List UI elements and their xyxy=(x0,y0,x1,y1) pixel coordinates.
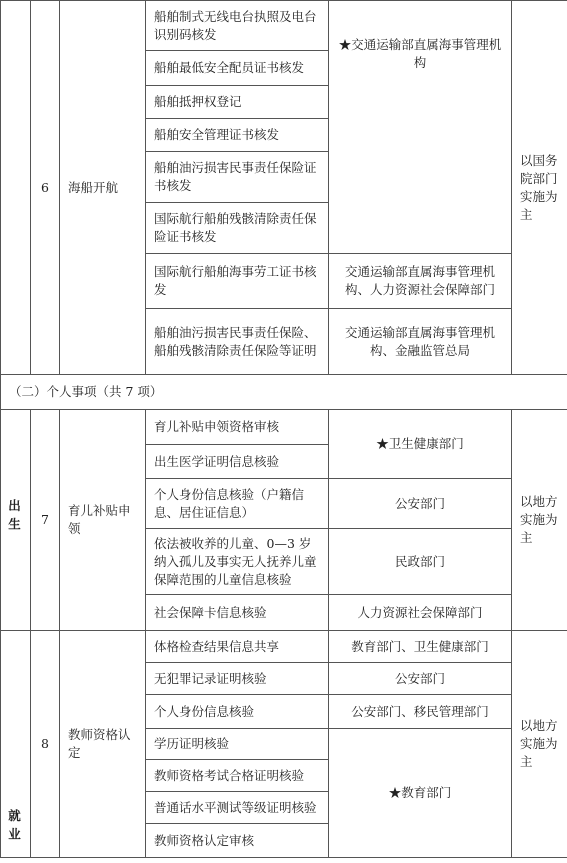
item-name: 教师资格认定 xyxy=(60,631,146,858)
item-number: 6 xyxy=(31,1,60,375)
sub-item: 船舶制式无线电台执照及电台识别码核发 xyxy=(146,1,329,51)
department: 公安部门 xyxy=(329,479,512,529)
category-label xyxy=(1,410,31,631)
department: ★交通运输部直属海事管理机构 xyxy=(329,1,512,254)
sub-item: 普通话水平测试等级证明核验 xyxy=(146,792,329,824)
sub-item: 船舶最低安全配员证书核发 xyxy=(146,51,329,86)
sub-item: 依法被收养的儿童、0—3 岁纳入孤儿及事实无人抚养儿童保障范围的儿童信息核验 xyxy=(146,529,329,595)
sub-item: 船舶安全管理证书核发 xyxy=(146,119,329,152)
item-number: 7 xyxy=(31,410,60,631)
table-row xyxy=(1,1,567,51)
sub-item: 社会保障卡信息核验 xyxy=(146,595,329,631)
department: 公安部门 xyxy=(329,663,512,695)
sub-item: 国际航行船舶残骸清除责任保险证书核发 xyxy=(146,203,329,254)
table-row xyxy=(1,410,567,445)
implementation-note: 以地方实施为主 xyxy=(512,631,567,858)
department: 教育部门、卫生健康部门 xyxy=(329,631,512,663)
department: 公安部门、移民管理部门 xyxy=(329,695,512,729)
department: ★教育部门 xyxy=(329,729,512,858)
category-text: 出生 xyxy=(6,499,22,536)
item-name: 海船开航 xyxy=(60,1,146,375)
item-number: 8 xyxy=(31,631,60,858)
category-text: 就业 xyxy=(6,809,22,846)
category-cell-empty xyxy=(1,1,31,375)
department: 交通运输部直属海事管理机构、人力资源社会保障部门 xyxy=(329,254,512,309)
table-row xyxy=(1,631,567,663)
sub-item: 船舶油污损害民事责任保险证书核发 xyxy=(146,152,329,203)
section-header-row xyxy=(1,375,567,410)
sub-item: 育儿补贴申领资格审核 xyxy=(146,410,329,445)
sub-item: 出生医学证明信息核验 xyxy=(146,445,329,479)
sub-item: 船舶抵押权登记 xyxy=(146,86,329,119)
department: 民政部门 xyxy=(329,529,512,595)
department: ★卫生健康部门 xyxy=(329,410,512,479)
section-title: （二）个人事项（共 7 项） xyxy=(1,375,567,410)
sub-item: 体格检查结果信息共享 xyxy=(146,631,329,663)
sub-item: 学历证明核验 xyxy=(146,729,329,760)
department: 人力资源社会保障部门 xyxy=(329,595,512,631)
implementation-note: 以地方实施为主 xyxy=(512,410,567,631)
item-name: 育儿补贴申领 xyxy=(60,410,146,631)
category-label xyxy=(1,631,31,858)
sub-item: 教师资格考试合格证明核验 xyxy=(146,760,329,792)
sub-item: 国际航行船舶海事劳工证书核发 xyxy=(146,254,329,309)
implementation-note: 以国务院部门实施为主 xyxy=(512,1,567,375)
department: 交通运输部直属海事管理机构、金融监管总局 xyxy=(329,309,512,375)
sub-item: 个人身份信息核验（户籍信息、居住证信息） xyxy=(146,479,329,529)
sub-item: 教师资格认定审核 xyxy=(146,824,329,858)
sub-item: 个人身份信息核验 xyxy=(146,695,329,729)
sub-item: 船舶油污损害民事责任保险、船舶残骸清除责任保险等证明 xyxy=(146,309,329,375)
sub-item: 无犯罪记录证明核验 xyxy=(146,663,329,695)
